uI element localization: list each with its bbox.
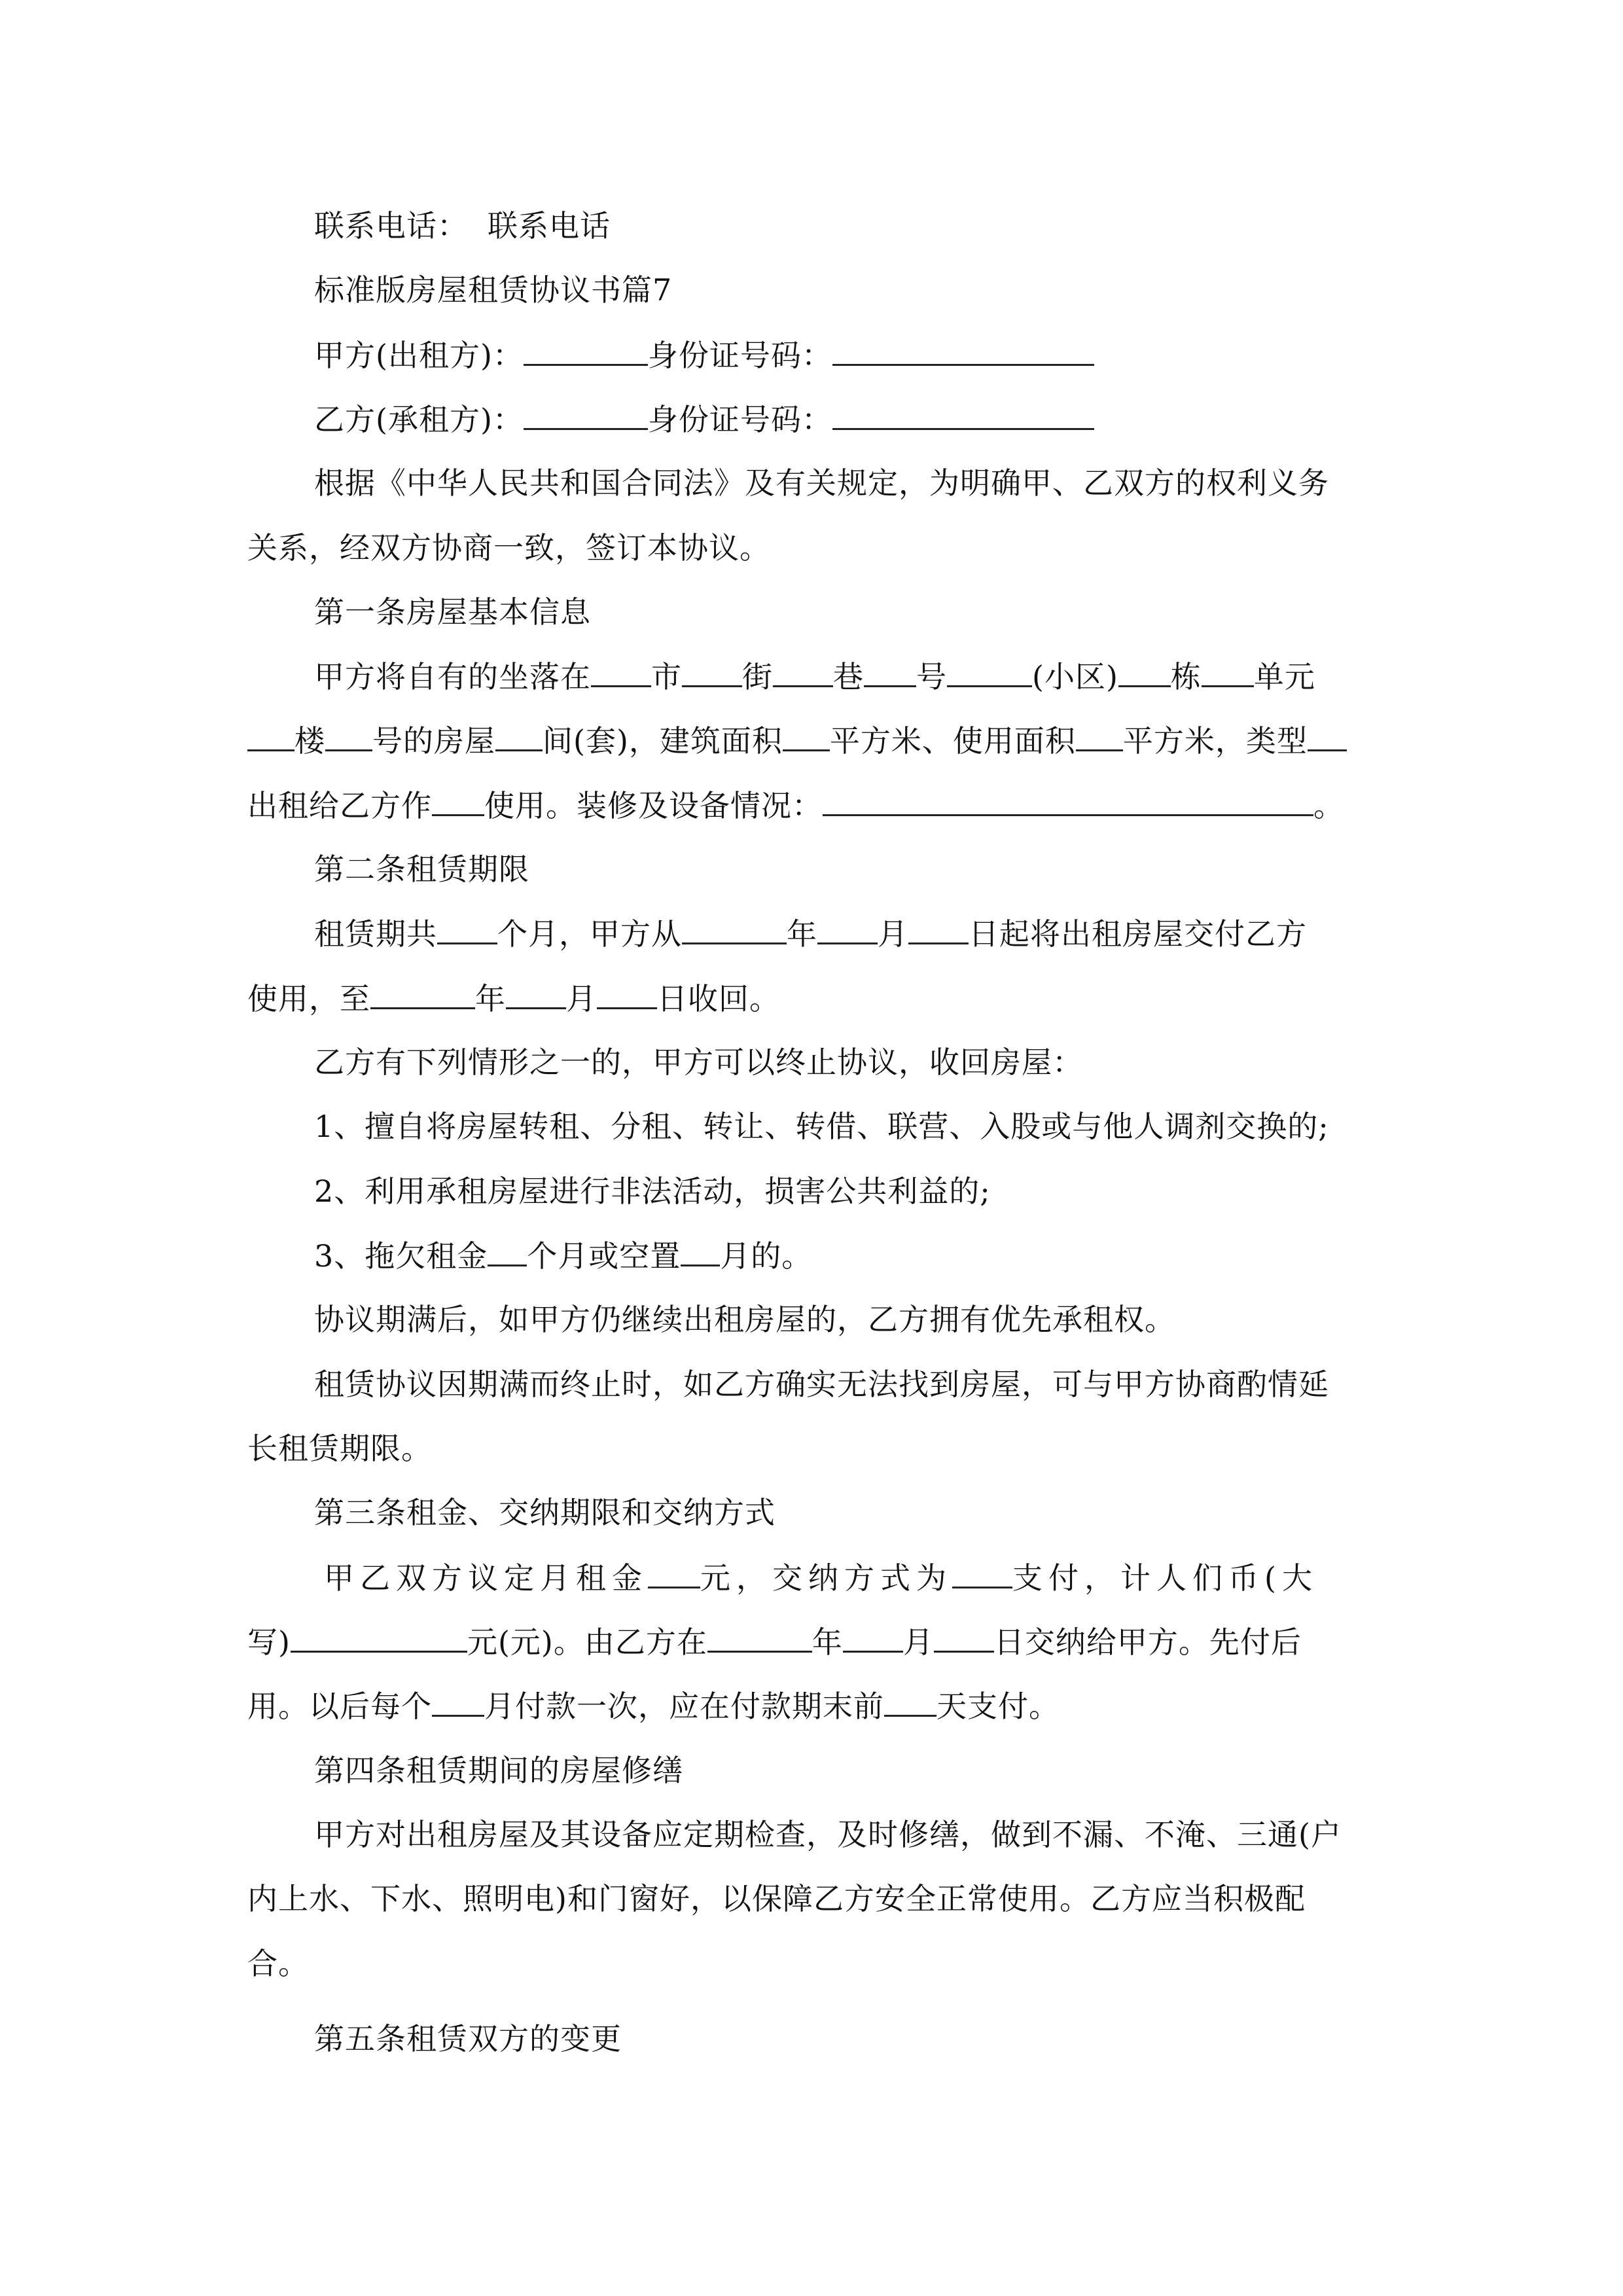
article5-title: 第五条租赁双方的变更 [314, 2021, 622, 2056]
blank-field[interactable] [591, 656, 651, 687]
article3-line-3 [247, 1686, 1060, 1726]
article2-extend-2: 长租赁期限。 [247, 1431, 432, 1466]
article1-line-1 [314, 656, 1315, 696]
text: 元，交纳方式为 [700, 1560, 952, 1596]
blank-field[interactable] [823, 785, 1313, 816]
text: 元(元)。由乙方在 [467, 1624, 707, 1660]
intro-line-2: 关系，经双方协商一致，签订本协议。 [247, 530, 770, 565]
text: 巷 [833, 659, 864, 694]
article4-title: 第四条租赁期间的房屋修缮 [314, 1753, 683, 1788]
text: 栋 [1170, 659, 1202, 694]
text: 使用。装修及设备情况： [484, 788, 823, 823]
party-a-label: 甲方(出租方)： [314, 338, 524, 373]
blank-field[interactable] [495, 721, 543, 751]
blank-field[interactable] [432, 785, 484, 816]
article4-line-2: 内上水、下水、照明电)和门窗好，以保障乙方安全正常使用。乙方应当积极配 [247, 1881, 1306, 1916]
blank-field[interactable] [488, 1236, 527, 1266]
article1-line-2 [247, 721, 1347, 761]
text: 号 [916, 659, 947, 694]
text: 单元 [1253, 659, 1315, 694]
article2-title: 第二条租赁期限 [314, 852, 529, 887]
article2-extend-1: 租赁协议因期满而终止时，如乙方确实无法找到房屋，可与甲方协商酌情延 [314, 1367, 1329, 1402]
text: 个月或空置 [527, 1238, 681, 1274]
blank-field[interactable] [681, 1236, 720, 1266]
blank-field[interactable] [1076, 721, 1123, 751]
article2-item-3 [314, 1236, 812, 1276]
blank-field[interactable] [832, 399, 1094, 430]
id-label: 身份证号码： [647, 338, 832, 373]
blank-field[interactable] [843, 1622, 903, 1653]
blank-field[interactable] [1118, 656, 1171, 687]
blank-field[interactable] [783, 721, 830, 751]
blank-field[interactable] [325, 721, 372, 751]
article2-line-2 [247, 978, 780, 1018]
text: 甲乙双方议定月租金 [324, 1560, 648, 1596]
blank-field[interactable] [247, 721, 294, 751]
blank-field[interactable] [884, 1686, 936, 1717]
text: 月的。 [720, 1238, 813, 1274]
blank-field[interactable] [817, 914, 878, 944]
text: 楼 [294, 723, 325, 759]
article2-item-1: 1、擅自将房屋转租、分租、转让、转借、联营、入股或与他人调剂交换的; [314, 1109, 1329, 1144]
blank-field[interactable] [682, 914, 787, 944]
document-title: 标准版房屋租赁协议书篇7 [314, 272, 673, 308]
text: 月 [878, 916, 908, 952]
article3-line-1 [324, 1558, 1318, 1598]
article4-line-3: 合。 [247, 1946, 309, 1981]
blank-field[interactable] [773, 656, 833, 687]
text: 3、拖欠租金 [314, 1238, 488, 1274]
text: 用。以后每个 [247, 1689, 432, 1724]
blank-field[interactable] [952, 1558, 1012, 1588]
article2-line-1 [314, 914, 1307, 954]
text: 间(套)，建筑面积 [543, 723, 783, 759]
blank-field[interactable] [1308, 721, 1347, 751]
text: 市 [651, 659, 682, 694]
blank-field[interactable] [524, 335, 648, 366]
article3-line-2 [247, 1622, 1302, 1662]
text: 年 [812, 1624, 843, 1660]
article1-title: 第一条房屋基本信息 [314, 594, 591, 630]
blank-field[interactable] [597, 978, 657, 1009]
contact-line [314, 206, 611, 245]
blank-field[interactable] [908, 914, 969, 944]
contact-label: 联系电话： [314, 208, 468, 243]
party-b-label: 乙方(承租方)： [314, 402, 524, 437]
text: 出租给乙方作 [247, 788, 432, 823]
text: 年 [475, 981, 506, 1016]
blank-field[interactable] [934, 1622, 994, 1653]
text: 月付款一次，应在付款期末前 [484, 1689, 884, 1724]
blank-field[interactable] [864, 656, 916, 687]
blank-field[interactable] [1202, 656, 1254, 687]
blank-field[interactable] [682, 656, 742, 687]
article1-line-3 [247, 785, 1344, 825]
text: 年 [787, 916, 817, 952]
text: 平方米、使用面积 [829, 723, 1076, 759]
article4-line-1: 甲方对出租房屋及其设备应定期检查，及时修缮，做到不漏、不淹、三通(户 [314, 1817, 1342, 1852]
blank-field[interactable] [832, 335, 1094, 366]
id-label: 身份证号码： [647, 402, 832, 437]
blank-field[interactable] [947, 656, 1032, 687]
text: 号的房屋 [372, 723, 495, 759]
contact-value: 联系电话 [488, 208, 611, 243]
text: 日起将出租房屋交付乙方 [969, 916, 1307, 952]
blank-field[interactable] [370, 978, 475, 1009]
text: 日交纳给甲方。先付后 [993, 1624, 1302, 1660]
text: 支付，计人们币(大 [1012, 1560, 1318, 1596]
article2-terminate: 乙方有下列情形之一的，甲方可以终止协议，收回房屋： [314, 1045, 1083, 1080]
text: 天支付。 [936, 1689, 1060, 1724]
intro-line-1: 根据《中华人民共和国合同法》及有关规定，为明确甲、乙双方的权利义务 [314, 465, 1329, 501]
text: 月 [902, 1624, 934, 1660]
text: 个月，甲方从 [497, 916, 682, 952]
blank-field[interactable] [707, 1622, 812, 1653]
text: 日收回。 [657, 981, 780, 1016]
article2-item-2: 2、利用承租房屋进行非法活动，损害公共利益的; [314, 1174, 991, 1209]
blank-field[interactable] [432, 1686, 484, 1717]
blank-field[interactable] [648, 1558, 700, 1588]
party-a-line [314, 335, 1094, 375]
text: 街 [742, 659, 773, 694]
text: 平方米，类型 [1122, 723, 1308, 759]
text: 写) [247, 1624, 291, 1660]
text: 月 [566, 981, 597, 1016]
blank-field[interactable] [437, 914, 497, 944]
article3-title: 第三条租金、交纳期限和交纳方式 [314, 1495, 776, 1530]
text: 租赁期共 [314, 916, 437, 952]
article2-priority: 协议期满后，如甲方仍继续出租房屋的，乙方拥有优先承租权。 [314, 1302, 1175, 1337]
text: 。 [1313, 788, 1344, 823]
blank-field[interactable] [506, 978, 566, 1009]
blank-field[interactable] [291, 1622, 467, 1653]
blank-field[interactable] [524, 399, 648, 430]
text: (小区) [1032, 659, 1118, 694]
party-b-line [314, 399, 1094, 439]
text: 使用，至 [247, 981, 370, 1016]
text: 甲方将自有的坐落在 [314, 659, 591, 694]
